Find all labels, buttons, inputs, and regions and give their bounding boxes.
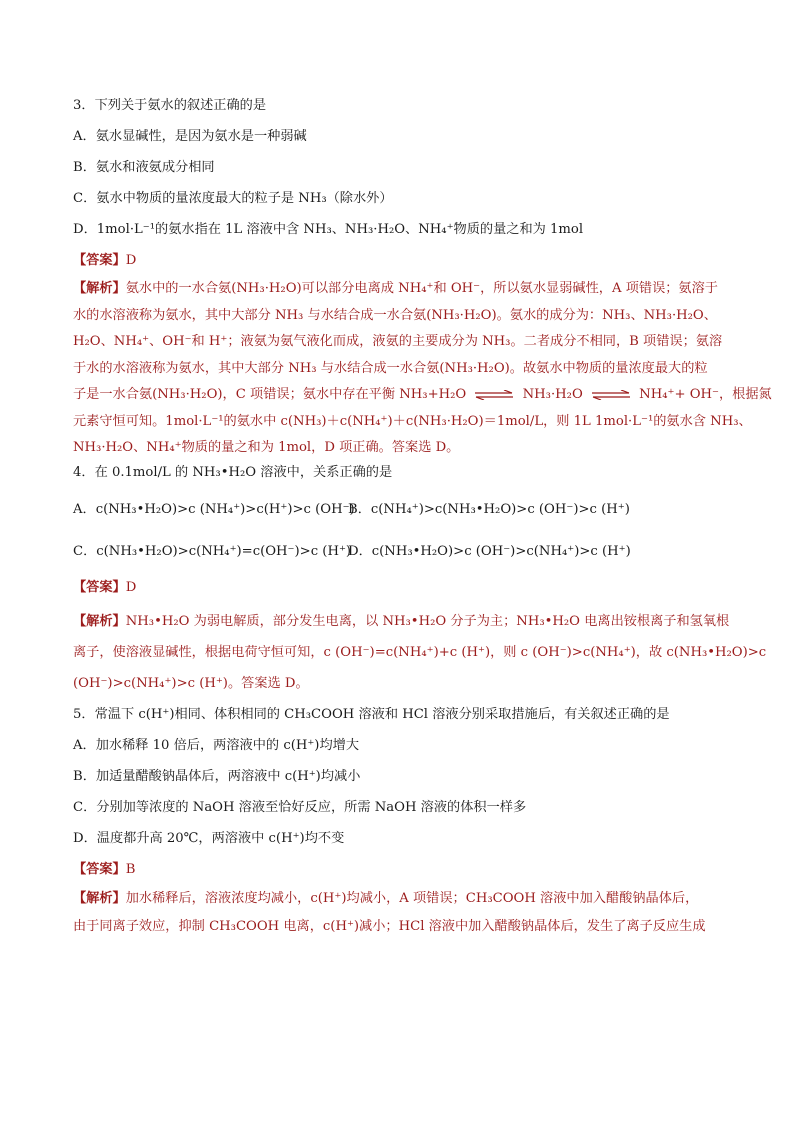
answer-value: D <box>125 579 137 595</box>
q3-answer <box>73 251 725 271</box>
q3-option-d: D．1mol·L⁻¹的氨水指在 1L 溶液中含 NH₃、NH₃·H₂O、NH₄⁺物质的量之和为 1mol <box>73 222 584 237</box>
answer-tag: 【答案】 <box>73 253 126 268</box>
document-content <box>73 96 772 941</box>
answer-tag: 【答案】 <box>73 579 126 595</box>
q4-option-d: D．c(NH₃•H₂O)>c (OH⁻)>c(NH₄⁺)>c (H⁺) <box>348 543 631 559</box>
q3-option-a: A．氨水显碱性，是因为氨水是一种弱碱 <box>73 129 307 144</box>
q5-stem: 5．常温下 c(H⁺)相同、体积相同的 CH₃COOH 溶液和 HCl 溶液分别采取措施后，有关叙述正确的是 <box>73 706 670 722</box>
q4-stem: 4．在 0.1mol/L 的 NH₃•H₂O 溶液中，关系正确的是 <box>73 464 393 480</box>
q3-option-c: C．氨水中物质的量浓度最大的粒子是 NH₃（除水外） <box>73 191 393 206</box>
analysis-tag: 【解析】 <box>73 890 126 906</box>
q4-options-row-2 <box>73 542 725 562</box>
equilibrium-arrow-icon <box>474 390 514 400</box>
q3-option-b: B．氨水和液氨成分相同 <box>73 160 215 175</box>
q4-analysis-line-3: (OH⁻)>c(NH₄⁺)>c (H⁺)。答案选 D。 <box>73 675 309 691</box>
q5-option-a: A．加水稀释 10 倍后，两溶液中的 c(H⁺)均增大 <box>73 737 360 753</box>
q3-stem: 3．下列关于氨水的叙述正确的是 <box>73 98 267 113</box>
q4-option-a: A．c(NH₃•H₂O)>c (NH₄⁺)>c(H⁺)>c (OH⁻) <box>73 501 355 517</box>
q5-answer <box>73 860 725 880</box>
q3-analysis-line-6: 元素守恒可知。1mol·L⁻¹的氨水中 c(NH₃)＋c(NH₄⁺)＋c(NH₃·H₂O)＝1mol/L，则 1L 1mol·L⁻¹的氨水含 NH₃、 <box>73 413 752 429</box>
q5-option-b: B．加适量醋酸钠晶体后，两溶液中 c(H⁺)均减小 <box>73 768 361 784</box>
q5-analysis-line-1: 加水稀释后，溶液浓度均减小，c(H⁺)均减小，A 项错误；CH₃COOH 溶液中加入醋酸钠晶体后， <box>125 890 699 906</box>
q4-options-row-1 <box>73 500 725 520</box>
q4-analysis <box>73 606 767 699</box>
q4-answer <box>73 578 725 598</box>
q3-analysis-line-1: 氨水中的一水合氨(NH₃·H₂O)可以部分电离成 NH₄⁺和 OH⁻，所以氨水显弱碱性，A 项错误；氨溶于 <box>125 281 718 296</box>
analysis-tag: 【解析】 <box>73 613 126 629</box>
equation-prefix: 子是一水合氨(NH₃·H₂O)，C 项错误；氨水中存在平衡 NH₃+H₂O <box>73 387 467 402</box>
q3-analysis-line-3: H₂O、NH₄⁺、OH⁻和 H⁺；液氨为氨气液化而成，液氨的主要成分为 NH₃。二者成分不相同，B 项错误；氨溶 <box>73 334 723 349</box>
q4-option-c: C．c(NH₃•H₂O)>c(NH₄⁺)=c(OH⁻)>c (H⁺) <box>73 543 352 559</box>
q5-option-c: C．分别加等浓度的 NaOH 溶液至恰好反应，所需 NaOH 溶液的体积一样多 <box>73 799 527 815</box>
q4-analysis-line-2: 离子，使溶液显碱性，根据电荷守恒可知，c (OH⁻)=c(NH₄⁺)+c (H⁺)，则 c (OH⁻)>c(NH₄⁺)，故 c(NH₃•H₂O)>c <box>73 644 767 660</box>
q3-analysis <box>73 276 772 462</box>
answer-tag: 【答案】 <box>73 861 126 877</box>
equation-suffix: NH₄⁺+ OH⁻，根据氮 <box>639 387 772 402</box>
q5-analysis <box>73 885 725 941</box>
q5-analysis-line-2: 由于同离子效应，抑制 CH₃COOH 电离，c(H⁺)减小；HCl 溶液中加入醋酸钠晶体后，发生了离子反应生成 <box>73 918 706 934</box>
q3-analysis-line-4: 于水的水溶液称为氨水，其中大部分 NH₃ 与水结合成一水合氨(NH₃·H₂O)。故氨水中物质的量浓度最大的粒 <box>73 360 708 376</box>
q4-analysis-line-1: NH₃•H₂O 为弱电解质，部分发生电离，以 NH₃•H₂O 分子为主；NH₃•H₂O 电离出铵根离子和氢氧根 <box>125 613 730 629</box>
q5-option-d: D．温度都升高 20℃，两溶液中 c(H⁺)均不变 <box>73 830 345 846</box>
answer-value: D <box>125 253 137 268</box>
q3-analysis-line-5 <box>73 382 772 409</box>
equation-middle: NH₃·H₂O <box>522 387 583 402</box>
analysis-tag: 【解析】 <box>73 281 126 296</box>
answer-value: B <box>125 861 136 877</box>
equilibrium-arrow-icon <box>591 390 631 400</box>
q3-analysis-line-7: NH₃·H₂O、NH₄⁺物质的量之和为 1mol，D 项正确。答案选 D。 <box>73 440 460 455</box>
q3-analysis-line-2: 水的水溶液称为氨水，其中大部分 NH₃ 与水结合成一水合氨(NH₃·H₂O)。氨水的成分为：NH₃、NH₃·H₂O、 <box>73 307 717 323</box>
q4-option-b: B．c(NH₄⁺)>c(NH₃•H₂O)>c (OH⁻)>c (H⁺) <box>348 501 630 517</box>
